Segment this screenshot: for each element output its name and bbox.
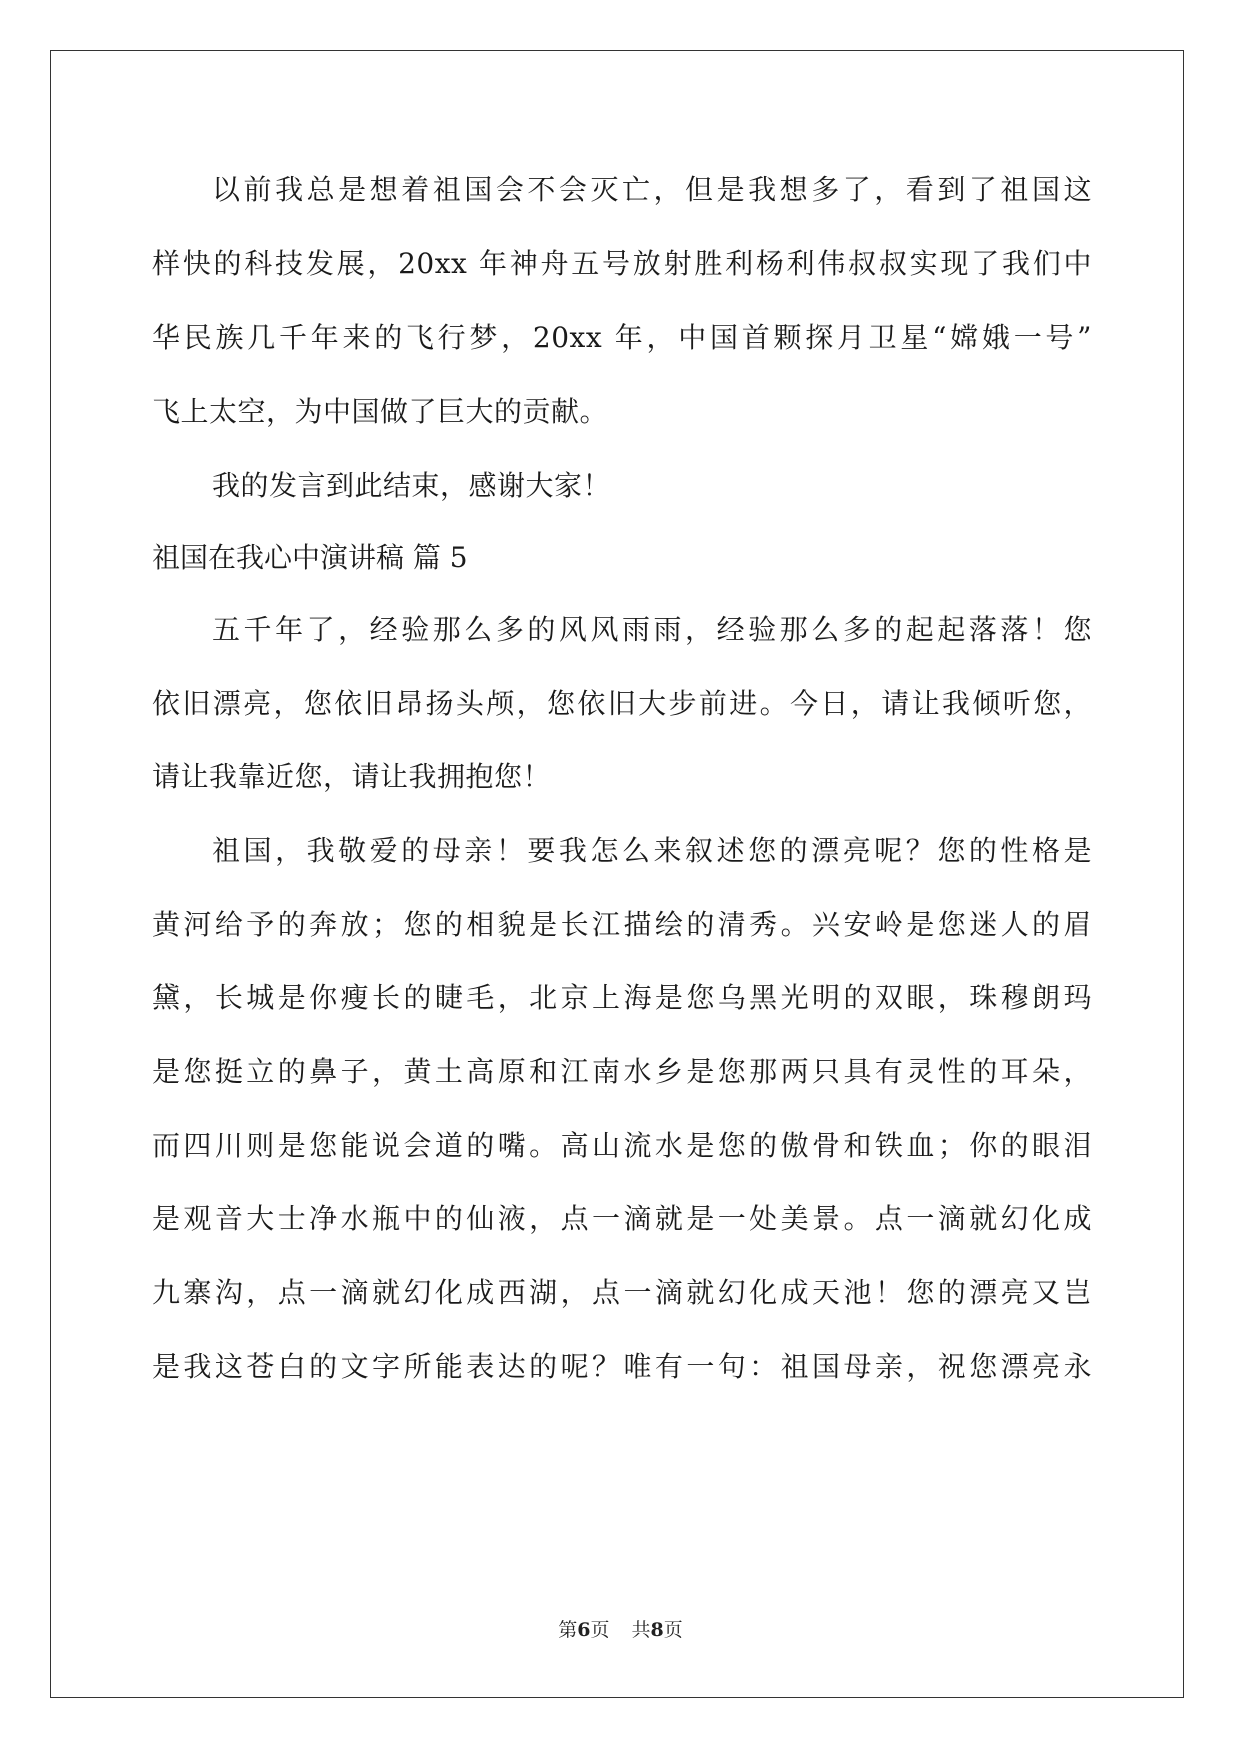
paragraph-line: 黛，长城是你瘦长的睫毛，北京上海是您乌黑光明的双眼，珠穆朗玛 bbox=[152, 981, 1092, 1014]
total-pages: 8 bbox=[650, 1619, 664, 1641]
paragraph-line: 是我这苍白的文字所能表达的呢？唯有一句：祖国母亲，祝您漂亮永 bbox=[152, 1350, 1092, 1383]
paragraph-line: 样快的科技发展，20xx 年神舟五号放射胜利杨利伟叔叔实现了我们中 bbox=[152, 247, 1092, 280]
paragraph-line: 请让我靠近您，请让我拥抱您！ bbox=[152, 760, 552, 793]
paragraph-line: 祖国，我敬爱的母亲！要我怎么来叙述您的漂亮呢？您的性格是 bbox=[212, 834, 1092, 867]
total-suffix: 页 bbox=[663, 1619, 683, 1641]
paragraph-line: 依旧漂亮，您依旧昂扬头颅，您依旧大步前进。今日，请让我倾听您， bbox=[152, 687, 1092, 720]
page-border bbox=[50, 50, 1184, 1698]
paragraph-line: 九寨沟，点一滴就幻化成西湖，点一滴就幻化成天池！您的漂亮又岂 bbox=[152, 1276, 1092, 1309]
paragraph-line: 华民族几千年来的飞行梦，20xx 年，中国首颗探月卫星“嫦娥一号” bbox=[152, 321, 1092, 354]
page-suffix: 页 bbox=[590, 1619, 610, 1641]
paragraph-line: 以前我总是想着祖国会不会灭亡，但是我想多了，看到了祖国这 bbox=[212, 173, 1092, 206]
paragraph-line: 五千年了，经验那么多的风风雨雨，经验那么多的起起落落！您 bbox=[212, 613, 1092, 646]
paragraph-line: 我的发言到此结束，感谢大家！ bbox=[212, 469, 612, 502]
page-footer bbox=[0, 1618, 1241, 1642]
page-number: 6 bbox=[577, 1619, 591, 1641]
section-heading: 祖国在我心中演讲稿 篇 5 bbox=[152, 541, 468, 574]
total-prefix: 共 bbox=[631, 1619, 651, 1641]
paragraph-line: 是观音大士净水瓶中的仙液，点一滴就是一处美景。点一滴就幻化成 bbox=[152, 1202, 1092, 1235]
paragraph-line: 而四川则是您能说会道的嘴。高山流水是您的傲骨和铁血；你的眼泪 bbox=[152, 1129, 1092, 1162]
paragraph-line: 飞上太空，为中国做了巨大的贡献。 bbox=[152, 395, 609, 428]
paragraph-line: 是您挺立的鼻子，黄土高原和江南水乡是您那两只具有灵性的耳朵， bbox=[152, 1055, 1092, 1088]
page-prefix: 第 bbox=[558, 1619, 578, 1641]
paragraph-line: 黄河给予的奔放；您的相貌是长江描绘的清秀。兴安岭是您迷人的眉 bbox=[152, 908, 1092, 941]
